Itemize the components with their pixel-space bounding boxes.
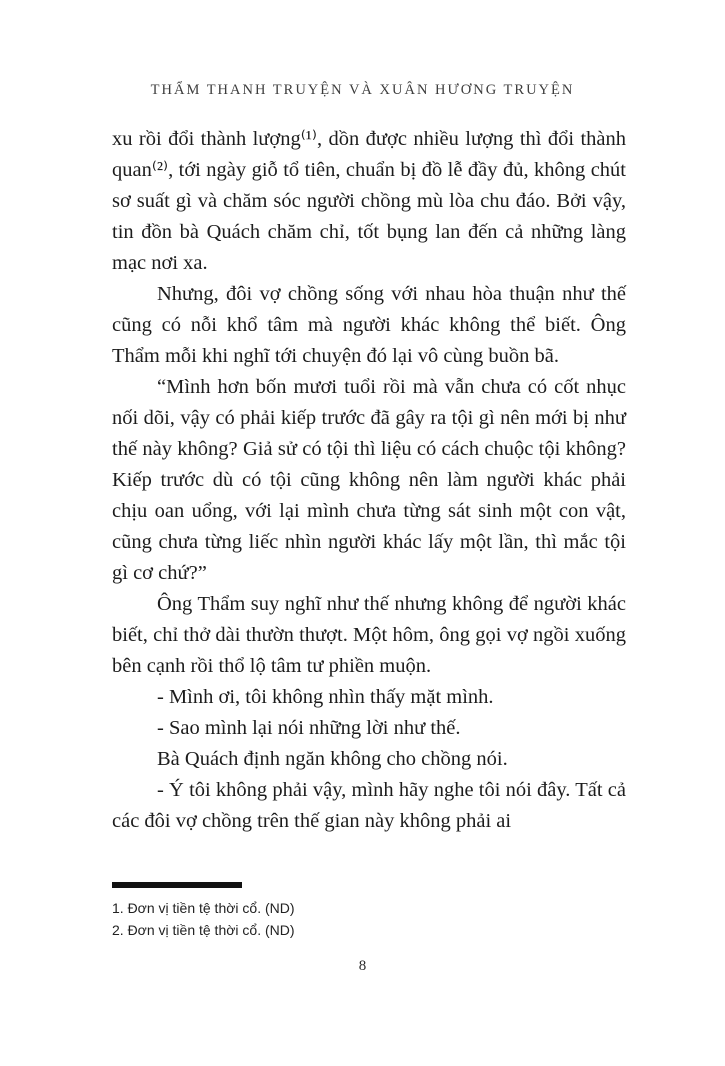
footnote-separator-rule — [112, 882, 242, 888]
paragraph: Bà Quách định ngăn không cho chồng nói. — [157, 748, 508, 770]
dialogue-line: - Ý tôi không phải vậy, mình hãy nghe tôi nói đây. Tất cả các đôi vợ chồng trên thế gian này không phải ai — [112, 779, 626, 832]
page-number: 8 — [358, 958, 367, 974]
paragraph: xu rồi đổi thành lượng⁽¹⁾, dồn được nhiều lượng thì đổi thành quan⁽²⁾, tới ngày giỗ tổ tiên, chuẩn bị đồ lễ đầy đủ, không chút sơ suất gì và chăm sóc người chồng mù lòa chu đáo. Bởi vậy, tin đồn bà Quách chăm chỉ, tốt bụng lan đến cả những làng mạc nơi xa. — [112, 128, 626, 274]
paragraph: Nhưng, đôi vợ chồng sống với nhau hòa thuận như thế cũng có nỗi khổ tâm mà người khác không thể biết. Ông Thẩm mỗi khi nghĩ tới chuyện đó lại vô cùng buồn bã. — [112, 283, 626, 367]
dialogue-line: - Mình ơi, tôi không nhìn thấy mặt mình. — [157, 686, 494, 708]
footnote-1: 1. Đơn vị tiền tệ thời cổ. (ND) — [112, 900, 295, 916]
footnote-block — [112, 882, 626, 941]
running-header: THẨM THANH TRUYỆN VÀ XUÂN HƯƠNG TRUYỆN — [150, 82, 575, 98]
paragraph: Ông Thẩm suy nghĩ như thế nhưng không để người khác biết, chỉ thở dài thườn thượt. Một hôm, ông gọi vợ ngồi xuống bên cạnh rồi thổ lộ tâm tư phiền muộn. — [112, 593, 626, 677]
dialogue-line: - Sao mình lại nói những lời như thế. — [157, 717, 461, 739]
footnote-2: 2. Đơn vị tiền tệ thời cổ. (ND) — [112, 922, 295, 938]
body-text — [112, 124, 626, 837]
paragraph: “Mình hơn bốn mươi tuổi rồi mà vẫn chưa có cốt nhục nối dõi, vậy có phải kiếp trước đã gây ra tội gì nên mới bị như thế này không? Giả sử có tội thì liệu có cách chuộc tội không? Kiếp trước dù có tội cũng không nên làm người khác phải chịu oan uổng, với lại mình chưa từng sát sinh một con vật, cũng chưa từng liếc nhìn người khác lấy một lần, thì mắc tội gì cơ chứ?” — [112, 376, 626, 584]
